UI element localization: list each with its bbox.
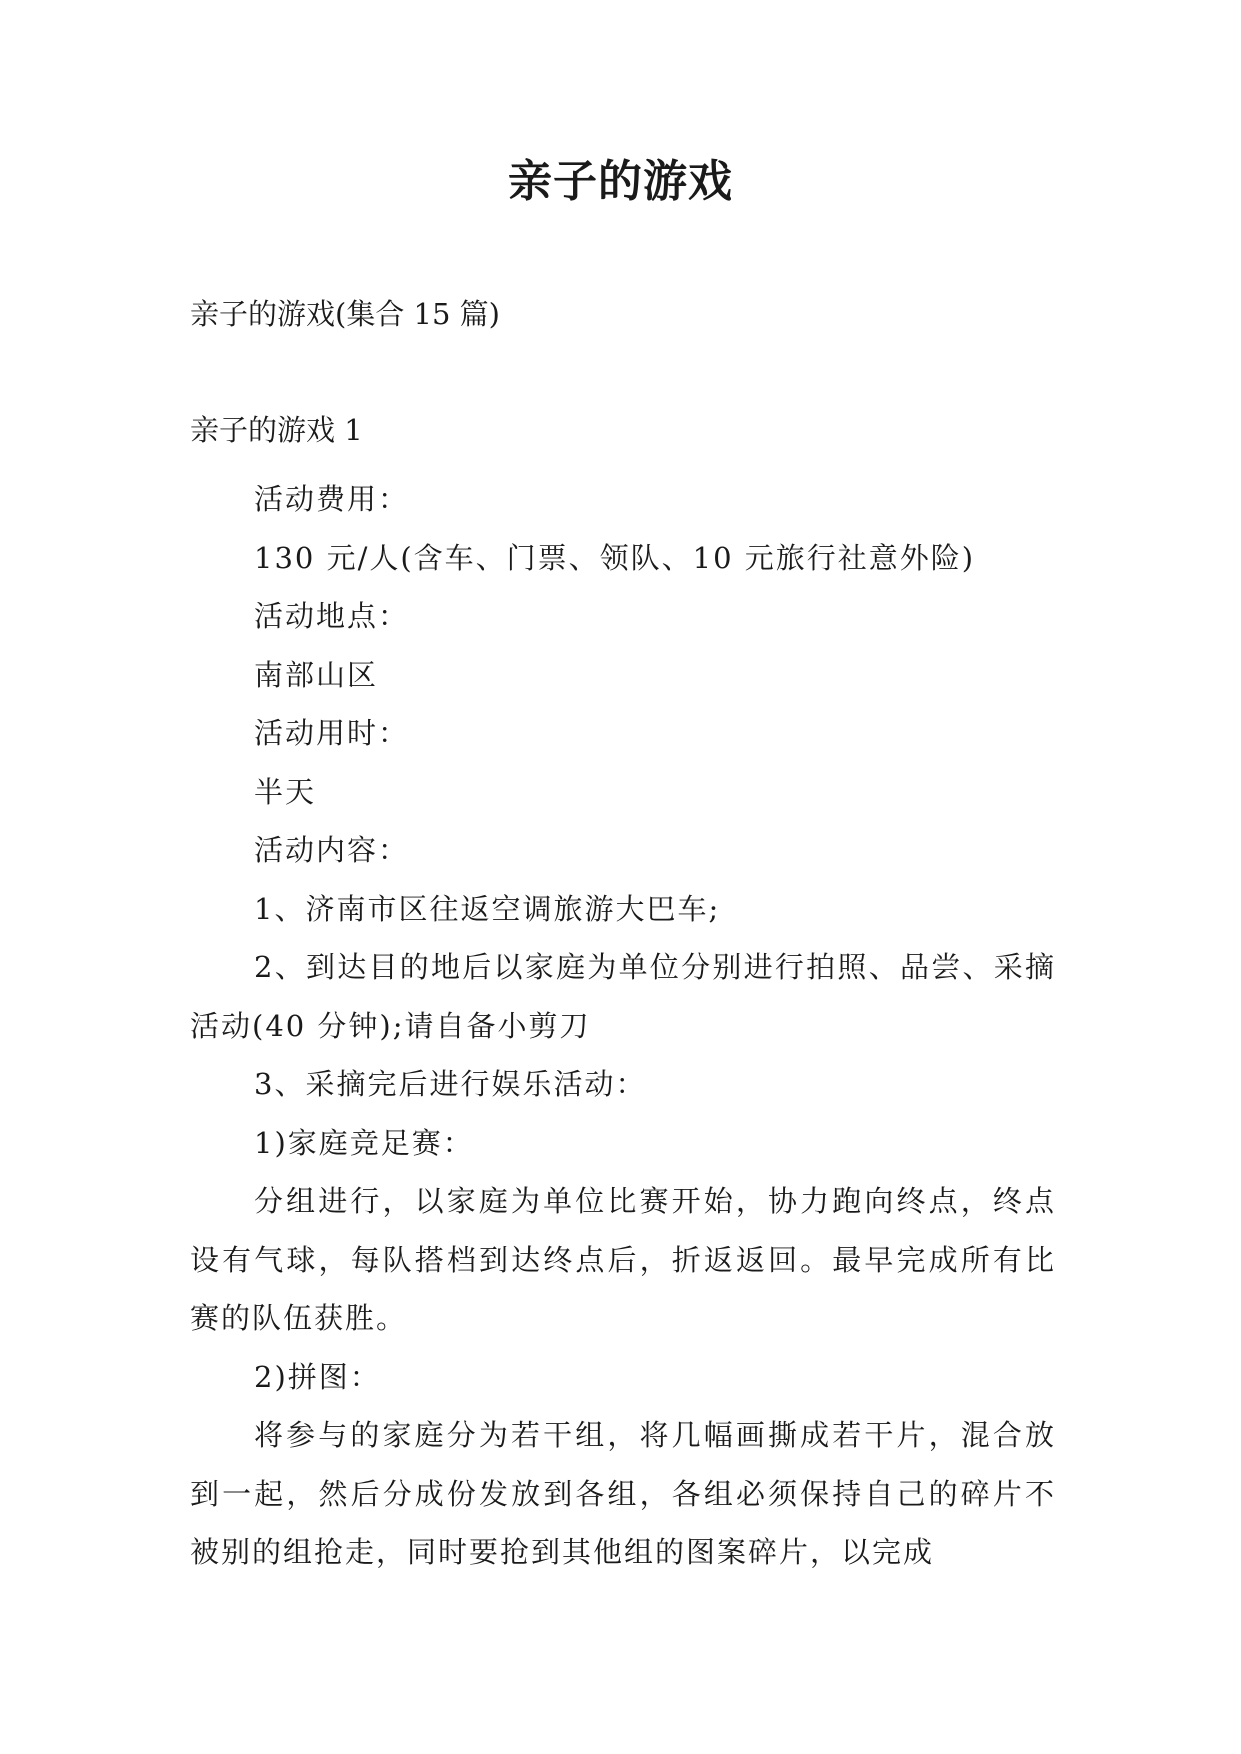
document-title: 亲子的游戏 [508, 156, 733, 207]
paragraph: 1)家庭竞足赛： [254, 1125, 474, 1160]
paragraph: 2)拼图： [254, 1359, 381, 1394]
paragraph: 活动费用： [254, 482, 410, 516]
paragraph: 2、到达目的地后以家庭为单位分别进行拍照、品尝、采摘活动(40 分钟);请自备小剪刀 [190, 950, 1056, 1043]
paragraph: 半天 [254, 774, 317, 809]
paragraph: 1、济南市区往返空调旅游大巴车; [254, 891, 721, 926]
paragraph: 130 元/人(含车、门票、领队、10 元旅行社意外险) [254, 540, 976, 575]
document-subtitle: 亲子的游戏(集合 15 篇) [190, 297, 500, 331]
paragraph: 将参与的家庭分为若干组，将几幅画撕成若干片，混合放到一起，然后分成份发放到各组，各组必须保持自己的碎片不被别的组抢走，同时要抢到其他组的图案碎片，以完成 [190, 1418, 1056, 1569]
document-body [190, 470, 1056, 1582]
paragraph: 活动地点： [254, 599, 410, 633]
paragraph: 南部山区 [254, 657, 379, 692]
paragraph: 3、采摘完后进行娱乐活动： [254, 1067, 647, 1101]
paragraph: 活动内容： [254, 833, 410, 867]
section-heading: 亲子的游戏 1 [190, 413, 363, 447]
paragraph: 活动用时： [254, 716, 410, 750]
paragraph: 分组进行，以家庭为单位比赛开始，协力跑向终点，终点设有气球，每队搭档到达终点后，折返返回。最早完成所有比赛的队伍获胜。 [190, 1184, 1056, 1335]
